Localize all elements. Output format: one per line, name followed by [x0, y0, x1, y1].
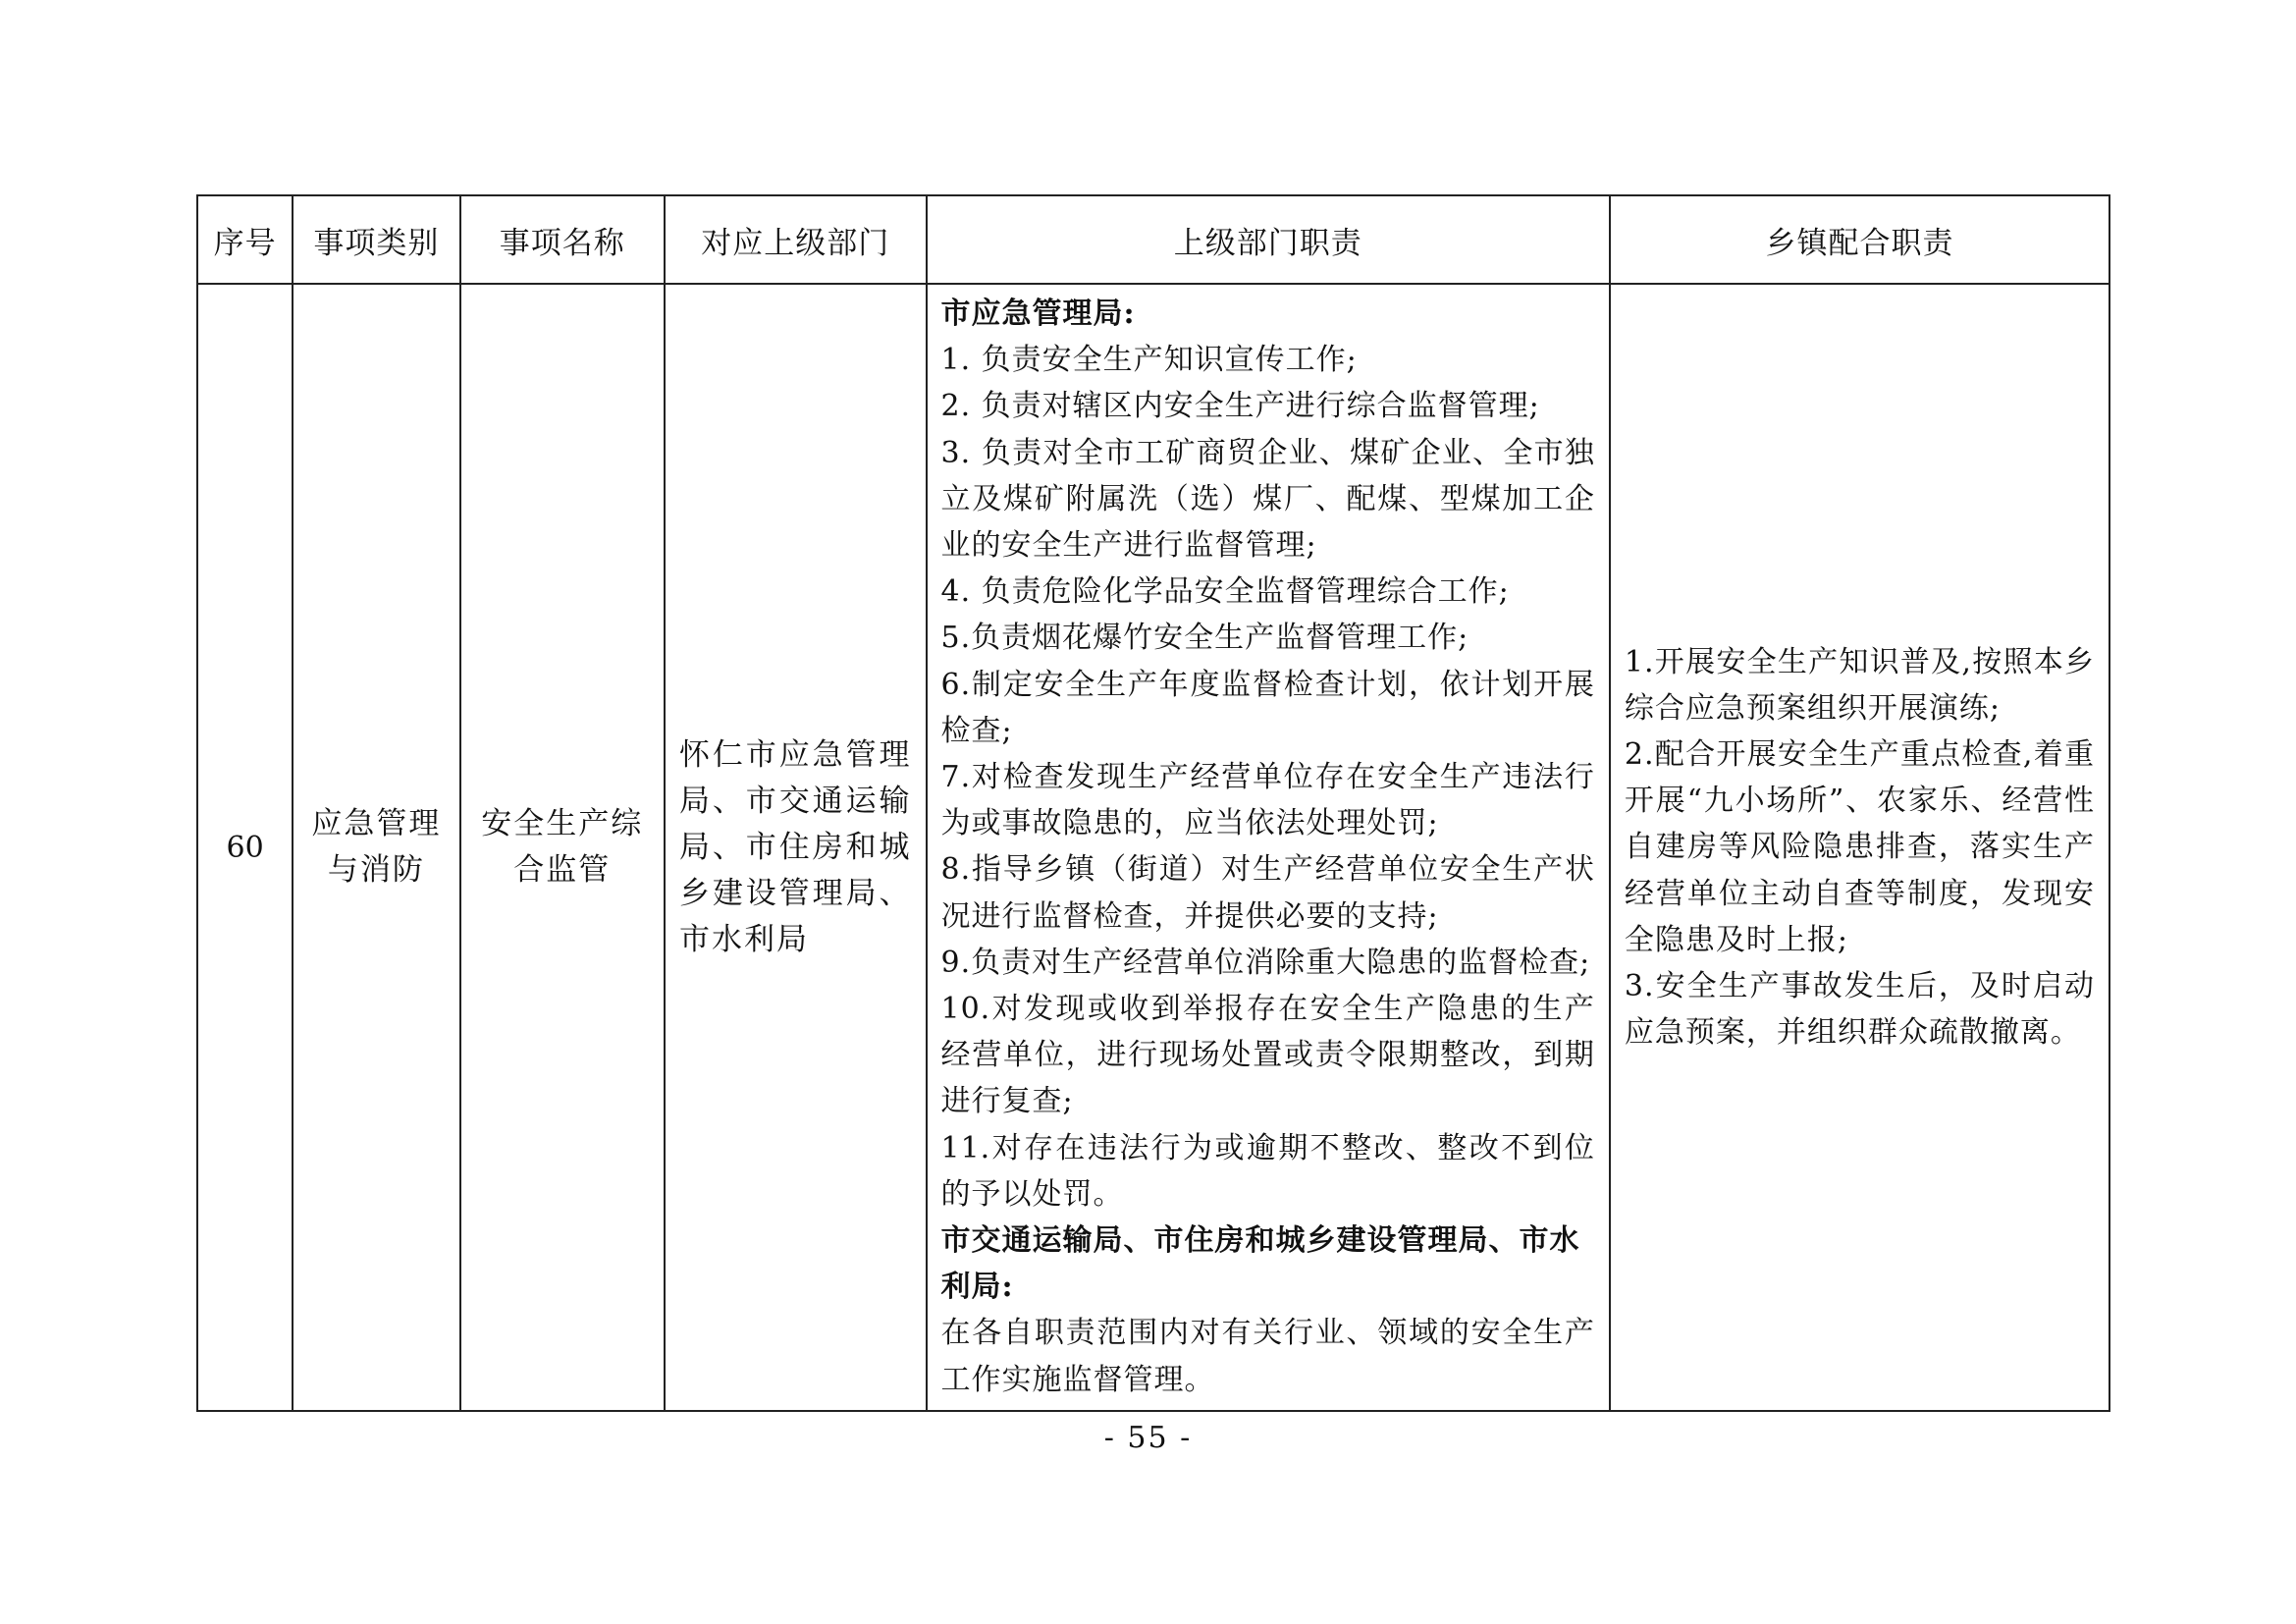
row-dept: 怀仁市应急管理局、市交通运输局、市住房和城乡建设管理局、市水利局 [665, 284, 927, 1411]
town-duty-item: 2.配合开展安全生产重点检查,着重开展“九小场所”、农家乐、经营性自建房等风险隐患排查，落实生产经营单位主动自查等制度，发现安全隐患及时上报; [1624, 736, 2095, 957]
header-dept: 对应上级部门 [665, 195, 927, 284]
responsibility-table [196, 194, 2110, 1412]
duty-heading-other-depts: 市交通运输局、市住房和城乡建设管理局、市水利局: [940, 1223, 1580, 1305]
header-name: 事项名称 [460, 195, 665, 284]
table-header-row [197, 195, 2109, 284]
duty-item: 2. 负责对辖区内安全生产进行综合监督管理; [940, 389, 1540, 424]
duty-item: 7.对检查发现生产经营单位存在安全生产违法行为或事故隐患的，应当依法处理处罚; [940, 760, 1595, 841]
duty-item: 5.负责烟花爆竹安全生产监督管理工作; [940, 621, 1469, 656]
header-seq: 序号 [197, 195, 293, 284]
duty-item: 4. 负责危险化学品安全监督管理综合工作; [940, 574, 1510, 610]
header-category: 事项类别 [293, 195, 459, 284]
duty-item: 8.指导乡镇（街道）对生产经营单位安全生产状况进行监督检查，并提供必要的支持; [940, 852, 1595, 934]
town-duty-item: 3.安全生产事故发生后，及时启动应急预案，并组织群众疏散撤离。 [1624, 969, 2095, 1051]
header-duty: 上级部门职责 [927, 195, 1610, 284]
town-duty-item: 1.开展安全生产知识普及,按照本乡综合应急预案组织开展演练; [1624, 644, 2095, 726]
row-seq: 60 [197, 284, 293, 1411]
row-category: 应急管理与消防 [293, 284, 459, 1411]
duty-item: 9.负责对生产经营单位消除重大隐患的监督检查; [940, 945, 1591, 980]
header-town-duty: 乡镇配合职责 [1610, 195, 2109, 284]
duty-item: 在各自职责范围内对有关行业、领域的安全生产工作实施监督管理。 [940, 1316, 1595, 1397]
duty-heading-emergency: 市应急管理局: [940, 297, 1136, 331]
row-name: 安全生产综合监管 [460, 284, 665, 1411]
duty-item: 1. 负责安全生产知识宣传工作; [940, 343, 1358, 378]
table-row [197, 284, 2109, 1411]
row-duty [927, 284, 1610, 1411]
duty-item: 6.制定安全生产年度监督检查计划，依计划开展检查; [940, 667, 1595, 748]
page-number: - 55 - [1103, 1421, 1193, 1455]
duty-item: 10.对发现或收到举报存在安全生产隐患的生产经营单位，进行现场处置或责令限期整改，到期进行复查; [940, 992, 1595, 1119]
duty-item: 11.对存在违法行为或逾期不整改、整改不到位的予以处罚。 [940, 1130, 1595, 1212]
row-town-duty [1610, 284, 2109, 1411]
duty-item: 3. 负责对全市工矿商贸企业、煤矿企业、全市独立及煤矿附属洗（选）煤厂、配煤、型煤加工企业的安全生产进行监督管理; [940, 435, 1595, 564]
